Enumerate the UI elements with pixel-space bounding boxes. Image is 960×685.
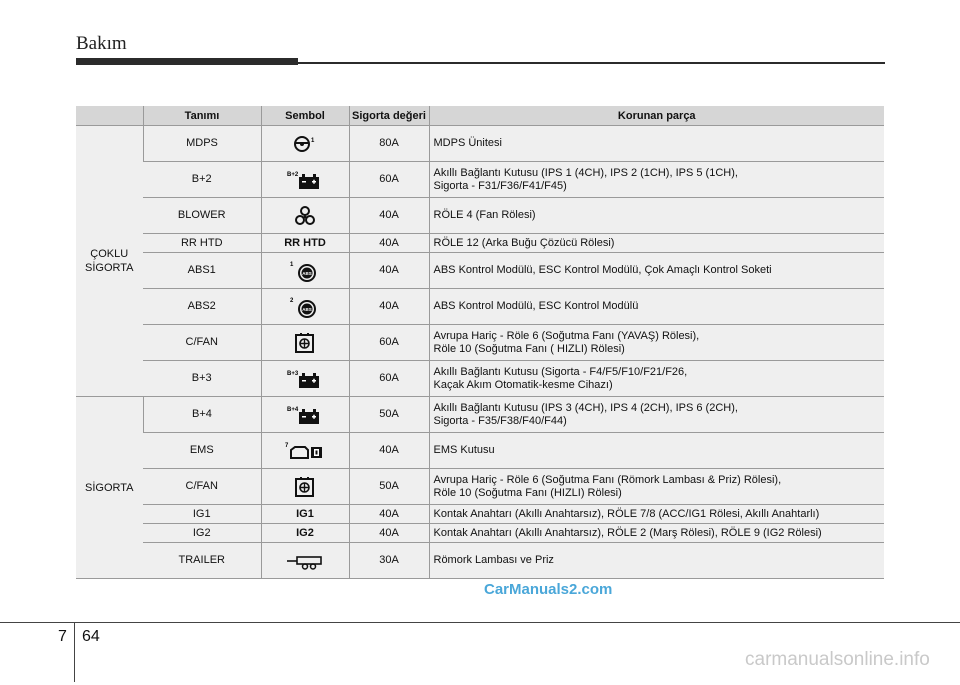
fuse-name: EMS xyxy=(143,433,261,469)
abs-icon xyxy=(261,253,349,289)
fuse-name: B+2 xyxy=(143,162,261,198)
battery-icon xyxy=(261,397,349,433)
protected-part: Avrupa Hariç - Röle 6 (Soğutma Fanı (Römork Lambası & Priz) Rölesi), Röle 10 (Soğutma Fanı (HIZLI) Rölesi) xyxy=(429,469,884,505)
fuse-name: TRAILER xyxy=(143,543,261,579)
battery-icon xyxy=(261,162,349,198)
header-name: Tanımı xyxy=(143,106,261,126)
protected-part: RÖLE 4 (Fan Rölesi) xyxy=(429,198,884,234)
table-row xyxy=(76,234,884,253)
fuse-name: B+4 xyxy=(143,397,261,433)
cooling-fan-icon xyxy=(261,325,349,361)
table-row xyxy=(76,524,884,543)
watermark-carmanualsonline[interactable]: carmanualsonline.info xyxy=(745,649,930,670)
fuse-value: 30A xyxy=(349,543,429,579)
rr-htd-symbol: RR HTD xyxy=(261,234,349,253)
protected-part: ABS Kontrol Modülü, ESC Kontrol Modülü, Çok Amaçlı Kontrol Soketi xyxy=(429,253,884,289)
protected-part: Kontak Anahtarı (Akıllı Anahtarsız), RÖLE 7/8 (ACC/IG1 Rölesi, Akıllı Anahtarlı) xyxy=(429,505,884,524)
fuse-name: MDPS xyxy=(143,126,261,162)
group-cell-multi-fuse: ÇOKLU SİGORTA xyxy=(76,126,143,397)
protected-part: EMS Kutusu xyxy=(429,433,884,469)
svg-text:B+4: B+4 xyxy=(287,406,299,413)
protected-part: ABS Kontrol Modülü, ESC Kontrol Modülü xyxy=(429,289,884,325)
table-row xyxy=(76,361,884,397)
table-row xyxy=(76,253,884,289)
section-number: 7 xyxy=(58,628,67,645)
fuse-name: ABS1 xyxy=(143,253,261,289)
protected-part: Akıllı Bağlantı Kutusu (Sigorta - F4/F5/F10/F21/F26, Kaçak Akım Otomatik-kesme Cihazı) xyxy=(429,361,884,397)
svg-text:1: 1 xyxy=(311,137,315,144)
svg-text:B+2: B+2 xyxy=(287,171,299,178)
section-title: Bakım xyxy=(76,33,127,54)
protected-part: RÖLE 12 (Arka Buğu Çözücü Rölesi) xyxy=(429,234,884,253)
header-protected: Korunan parça xyxy=(429,106,884,126)
fuse-value: 40A xyxy=(349,234,429,253)
svg-text:7: 7 xyxy=(285,442,289,449)
fuse-name: IG1 xyxy=(143,505,261,524)
table-row xyxy=(76,126,884,162)
header-value: Sigorta değeri xyxy=(349,106,429,126)
fuse-name: C/FAN xyxy=(143,469,261,505)
fuse-value: 60A xyxy=(349,162,429,198)
protected-part: Römork Lambası ve Priz xyxy=(429,543,884,579)
fuse-value: 50A xyxy=(349,397,429,433)
protected-part: Avrupa Hariç - Röle 6 (Soğutma Fanı (YAVAŞ) Rölesi), Röle 10 (Soğutma Fanı ( HIZLI) Rölesi) xyxy=(429,325,884,361)
fuse-name: IG2 xyxy=(143,524,261,543)
protected-part: MDPS Ünitesi xyxy=(429,126,884,162)
table-row xyxy=(76,505,884,524)
fuse-value: 40A xyxy=(349,253,429,289)
svg-text:B+3: B+3 xyxy=(287,370,299,377)
watermark-carmanuals2[interactable]: CarManuals2.com xyxy=(484,581,613,598)
table-row xyxy=(76,469,884,505)
fuse-value: 60A xyxy=(349,325,429,361)
fuse-name: ABS2 xyxy=(143,289,261,325)
battery-icon xyxy=(261,361,349,397)
table-row xyxy=(76,325,884,361)
ig1-symbol: IG1 xyxy=(261,505,349,524)
table-header-row xyxy=(76,106,884,126)
fuse-value: 40A xyxy=(349,289,429,325)
footer-divider xyxy=(74,622,75,682)
fuse-value: 60A xyxy=(349,361,429,397)
table-row xyxy=(76,289,884,325)
steering-icon xyxy=(261,126,349,162)
engine-icon xyxy=(261,433,349,469)
svg-text:ABS: ABS xyxy=(302,306,312,312)
abs-icon xyxy=(261,289,349,325)
header-symbol: Sembol xyxy=(261,106,349,126)
table-row xyxy=(76,198,884,234)
title-rule xyxy=(76,62,885,64)
protected-part: Akıllı Bağlantı Kutusu (IPS 1 (4CH), IPS 2 (1CH), IPS 5 (1CH), Sigorta - F31/F36/F41/F45) xyxy=(429,162,884,198)
ig2-symbol: IG2 xyxy=(261,524,349,543)
fuse-value: 80A xyxy=(349,126,429,162)
header-group xyxy=(76,106,143,126)
fuse-value: 40A xyxy=(349,198,429,234)
cooling-fan-icon xyxy=(261,469,349,505)
fuse-value: 40A xyxy=(349,433,429,469)
footer-rule xyxy=(0,622,960,623)
fuse-value: 40A xyxy=(349,524,429,543)
svg-text:ABS: ABS xyxy=(302,270,312,276)
protected-part: Kontak Anahtarı (Akıllı Anahtarsız), RÖLE 2 (Marş Rölesi), RÖLE 9 (IG2 Rölesi) xyxy=(429,524,884,543)
fuse-value: 50A xyxy=(349,469,429,505)
fan-icon xyxy=(261,198,349,234)
fuse-name: BLOWER xyxy=(143,198,261,234)
table-row xyxy=(76,543,884,579)
group-cell-fuse: SİGORTA xyxy=(76,397,143,579)
table-row xyxy=(76,433,884,469)
fuse-name: B+3 xyxy=(143,361,261,397)
fuse-value: 40A xyxy=(349,505,429,524)
fuse-name: C/FAN xyxy=(143,325,261,361)
page-number: 64 xyxy=(82,628,100,645)
table-row xyxy=(76,162,884,198)
table-row xyxy=(76,397,884,433)
svg-text:1: 1 xyxy=(290,261,294,268)
fuse-name: RR HTD xyxy=(143,234,261,253)
svg-text:2: 2 xyxy=(290,297,294,304)
protected-part: Akıllı Bağlantı Kutusu (IPS 3 (4CH), IPS 4 (2CH), IPS 6 (2CH), Sigorta - F35/F38/F40/F44) xyxy=(429,397,884,433)
trailer-icon xyxy=(261,543,349,579)
fuse-table xyxy=(76,106,884,579)
